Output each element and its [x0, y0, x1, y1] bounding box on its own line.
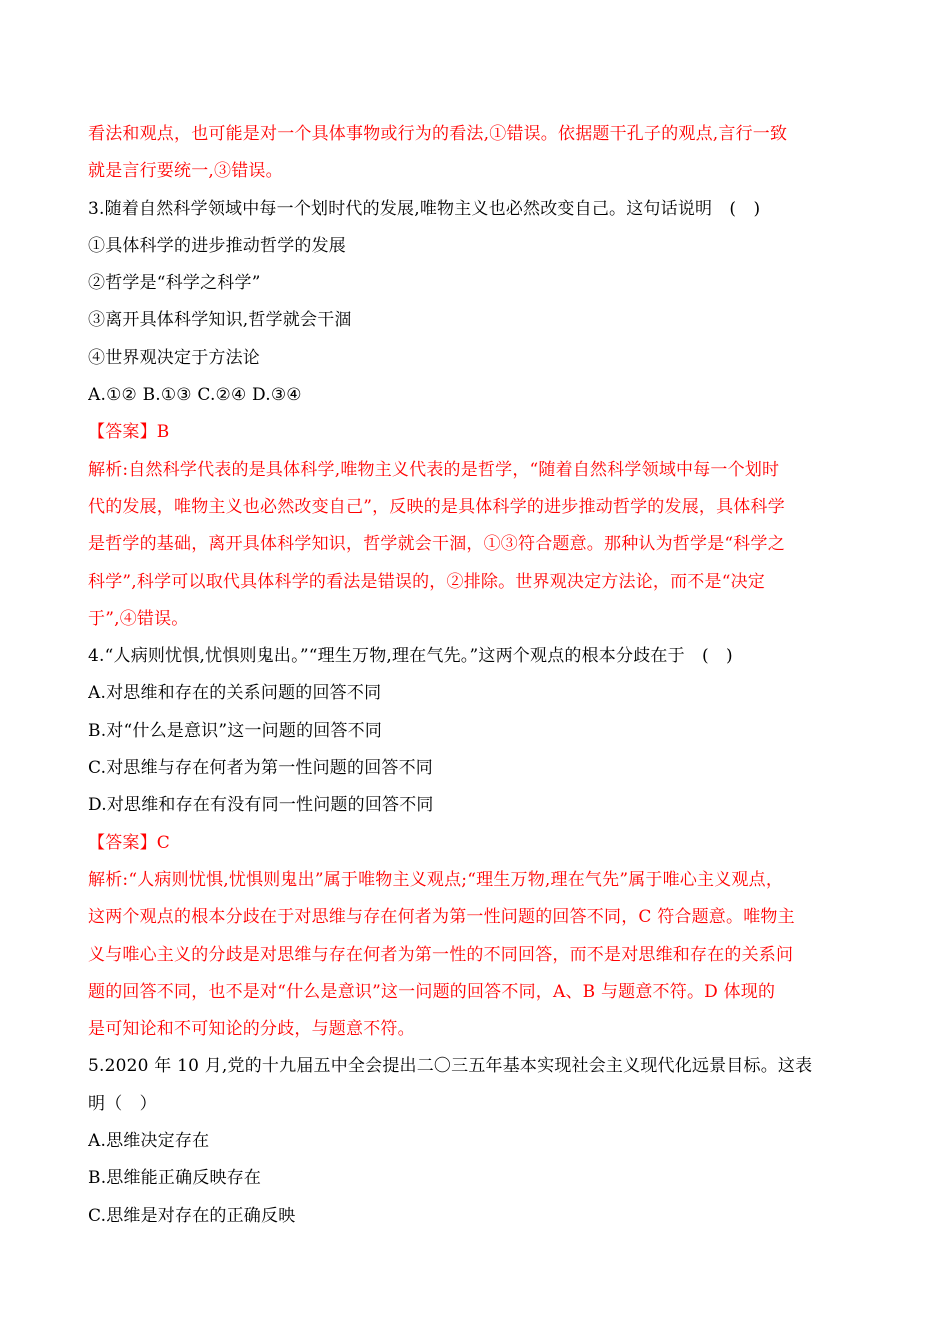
q5-stem-line-1: 5.2020 年 10 月,党的十九届五中全会提出二〇三五年基本实现社会主义现代化远景目标。这表 [88, 1056, 813, 1077]
q4-explanation-line-4: 题的回答不同，也不是对“什么是意识”这一问题的回答不同，A、B 与题意不符。D 体现的 [88, 981, 776, 1002]
q4-stem: 4.“人病则忧惧,忧惧则鬼出。”“理生万物,理在气先。”这两个观点的根本分歧在于 ( ) [88, 646, 733, 667]
prev-explanation-line-2: 就是言行要统一,③错误。 [88, 161, 283, 182]
q4-option-d: D.对思维和存在有没有同一性问题的回答不同 [88, 795, 434, 816]
q3-statement-3: ③离开具体科学知识,哲学就会干涸 [88, 310, 352, 331]
q3-statement-2: ②哲学是“科学之科学” [88, 273, 261, 294]
q4-explanation-line-2: 这两个观点的根本分歧在于对思维与存在何者为第一性问题的回答不同，C 符合题意。唯物主 [88, 907, 795, 928]
q3-explanation-line-1: 解析:自然科学代表的是具体科学,唯物主义代表的是哲学，“随着自然科学领域中每一个划时 [88, 459, 780, 480]
q4-answer: 【答案】C [88, 832, 171, 853]
q4-explanation-line-5: 是可知论和不可知论的分歧，与题意不符。 [88, 1019, 415, 1040]
q4-option-a: A.对思维和存在的关系问题的回答不同 [88, 683, 382, 704]
q3-answer: 【答案】B [88, 422, 170, 443]
q5-option-b: B.思维能正确反映存在 [88, 1168, 262, 1189]
q5-option-c: C.思维是对存在的正确反映 [88, 1205, 296, 1226]
q3-explanation-line-3: 是哲学的基础，离开具体科学知识，哲学就会干涸，①③符合题意。那种认为哲学是“科学之 [88, 534, 785, 555]
q4-explanation-line-3: 义与唯心主义的分歧是对思维与存在何者为第一性的不同回答，而不是对思维和存在的关系问 [88, 944, 794, 965]
q5-option-a: A.思维决定存在 [88, 1131, 210, 1152]
q3-options: A.①② B.①③ C.②④ D.③④ [88, 385, 302, 406]
q3-explanation-line-5: 于”,④错误。 [88, 608, 189, 629]
page-content [88, 116, 868, 1235]
q3-statement-4: ④世界观决定于方法论 [88, 347, 260, 368]
q4-explanation-line-1: 解析:“人病则忧惧,忧惧则鬼出”属于唯物主义观点;“理生万物,理在气先”属于唯心主义观点， [88, 869, 784, 890]
q3-statement-1: ①具体科学的进步推动哲学的发展 [88, 235, 346, 256]
q5-stem-line-2: 明（ ） [88, 1093, 157, 1114]
q3-stem: 3.随着自然科学领域中每一个划时代的发展,唯物主义也必然改变自己。这句话说明 ( ) [88, 198, 761, 219]
prev-explanation-line-1: 看法和观点，也可能是对一个具体事物或行为的看法,①错误。依据题干孔子的观点,言行一致 [88, 124, 788, 144]
q4-option-b: B.对“什么是意识”这一问题的回答不同 [88, 720, 383, 741]
q3-explanation-line-4: 科学”,科学可以取代具体科学的看法是错误的，②排除。世界观决定方法论，而不是“决定 [88, 571, 765, 592]
q3-explanation-line-2: 代的发展，唯物主义也必然改变自己”，反映的是具体科学的进步推动哲学的发展，具体科学 [88, 496, 785, 517]
q4-option-c: C.对思维与存在何者为第一性问题的回答不同 [88, 758, 434, 779]
